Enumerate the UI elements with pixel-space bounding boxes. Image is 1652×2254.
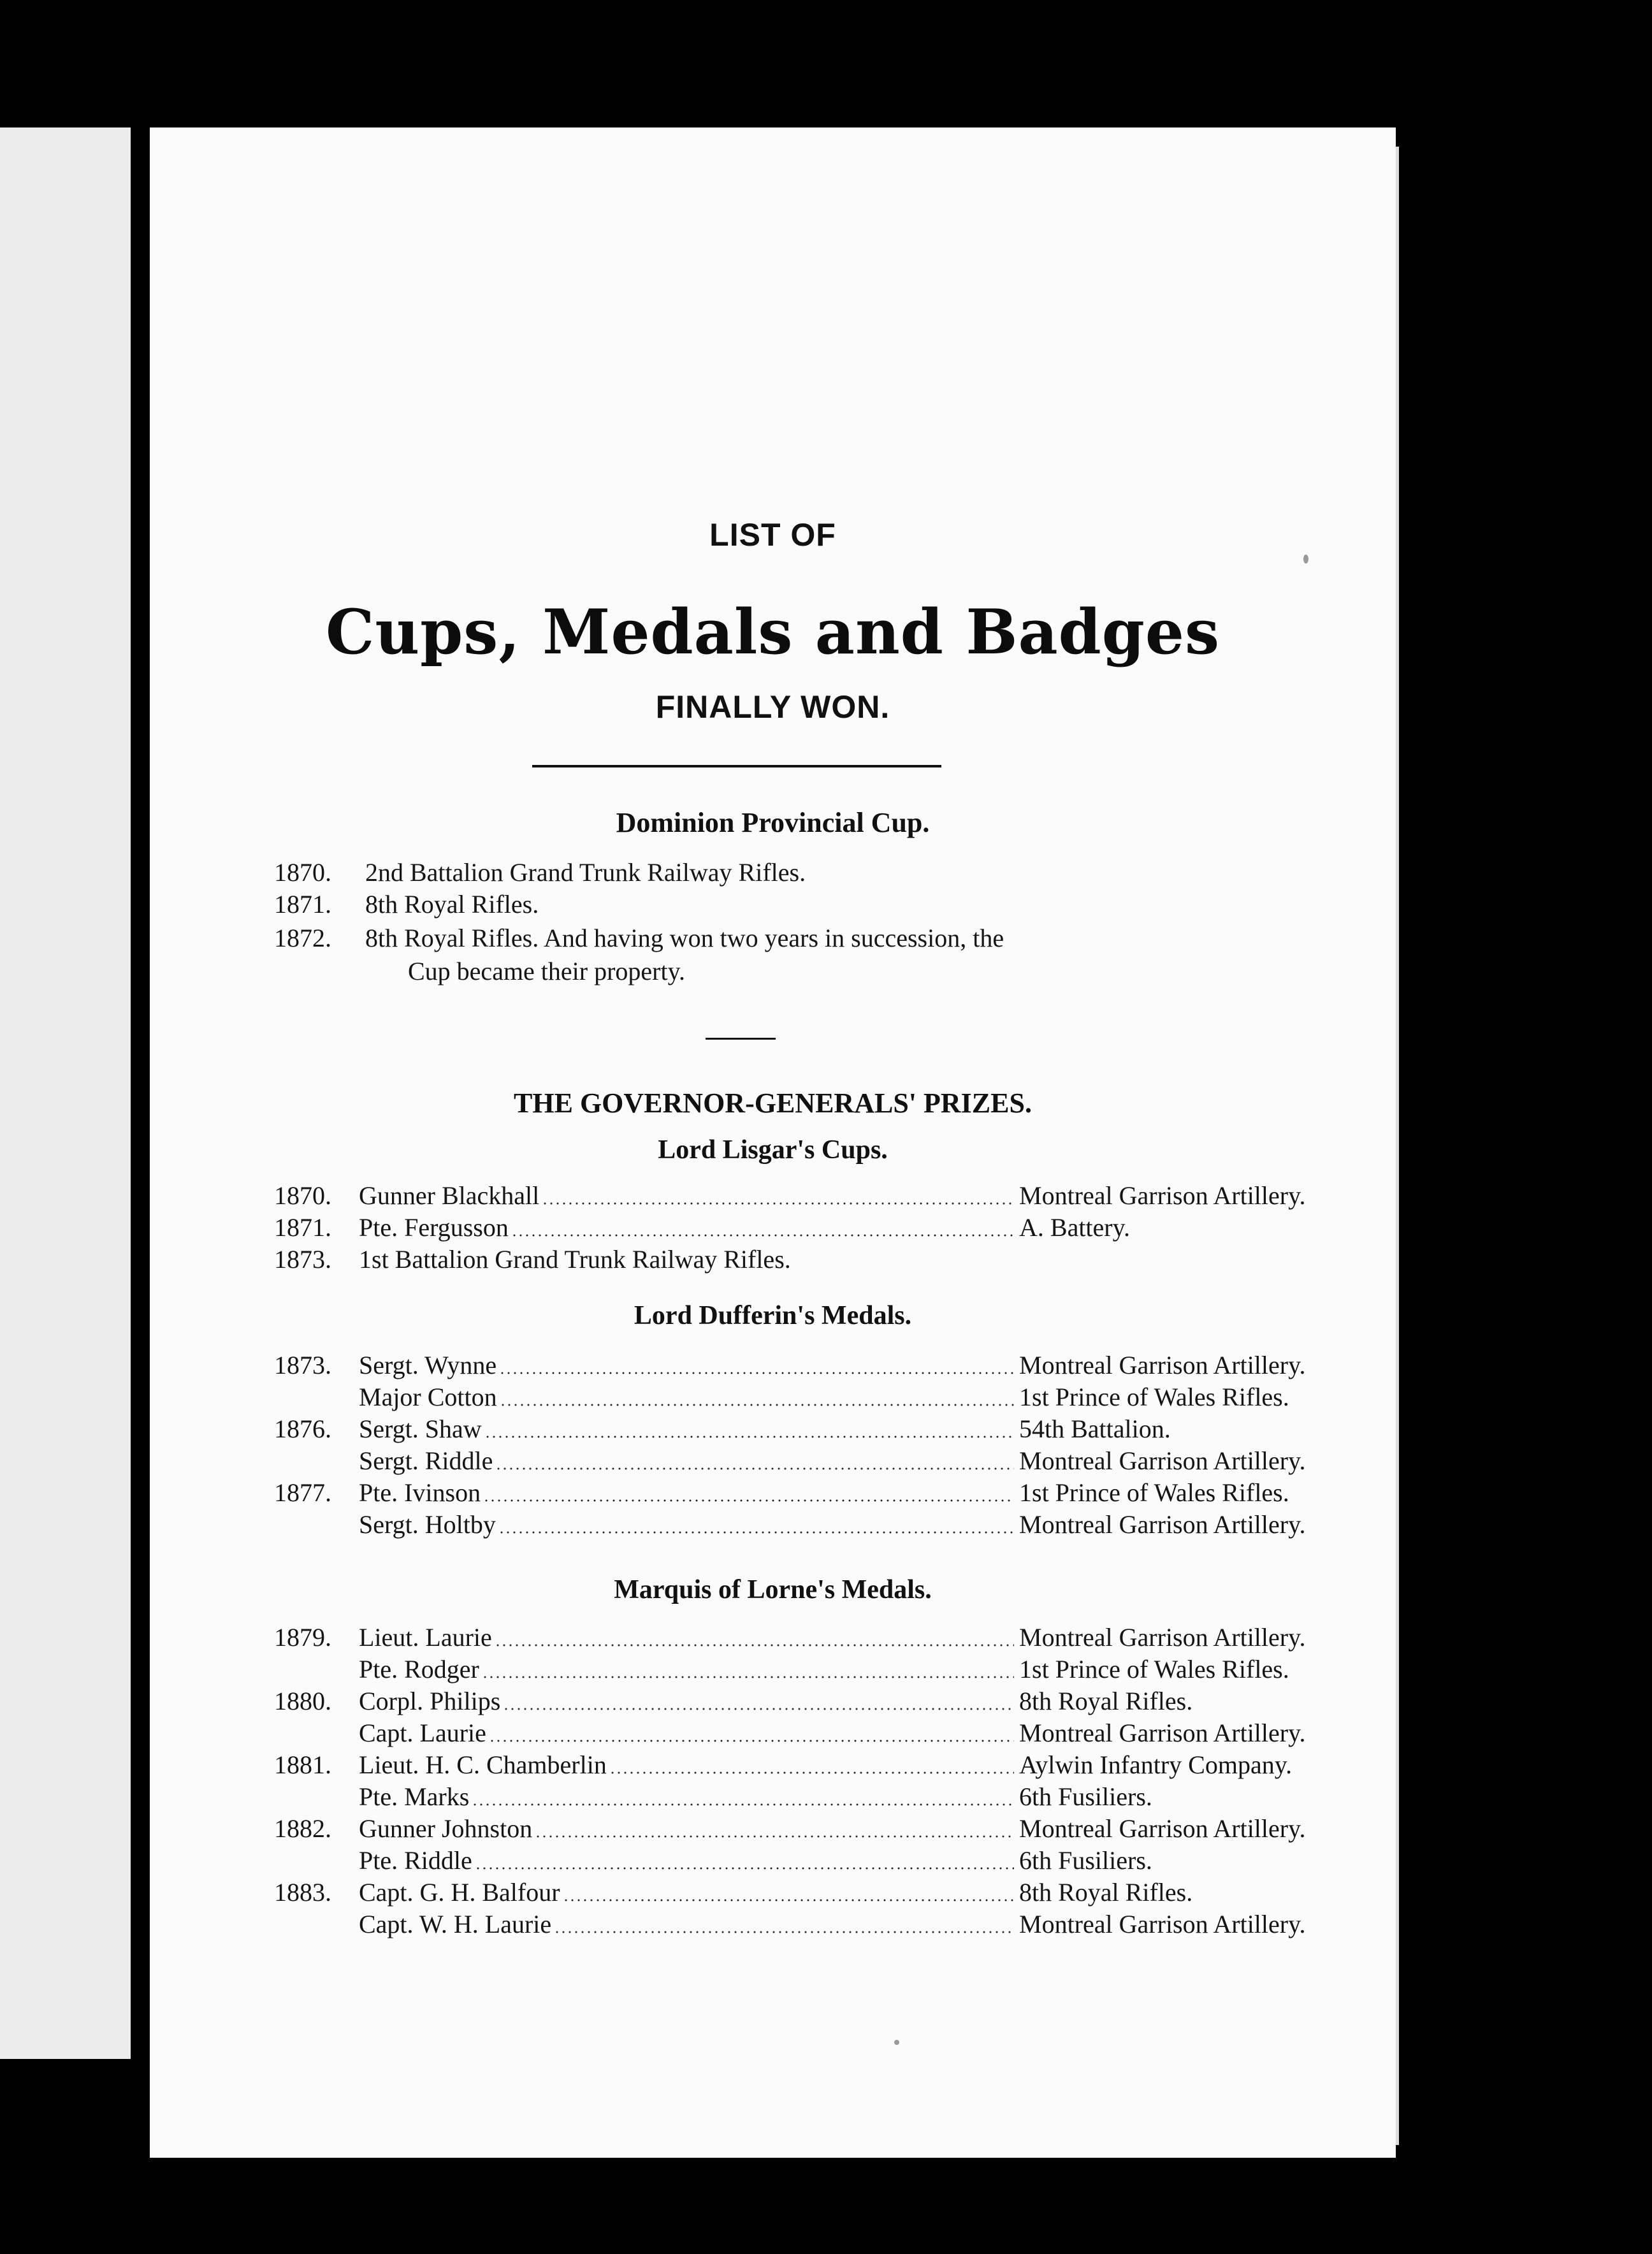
prize-row (359, 1909, 1306, 1941)
governor-generals-prizes-title: THE GOVERNOR-GENERALS' PRIZES. (514, 1087, 1032, 1119)
winner-unit: Montreal Garrison Artillery. (1019, 1719, 1306, 1747)
prize-row (359, 1686, 1251, 1718)
dot-leader (535, 1835, 1014, 1838)
winner-unit: 6th Fusiliers. (1019, 1782, 1152, 1811)
winner-name: 1st Battalion Grand Trunk Railway Rifles. (359, 1245, 791, 1274)
prize-row (359, 1446, 1306, 1478)
dot-leader (500, 1404, 1014, 1406)
winner-name: Sergt. Riddle (359, 1446, 493, 1475)
entry-text: 8th Royal Rifles. (365, 890, 539, 919)
prize-row (359, 1414, 1251, 1446)
winner-unit: Aylwin Infantry Company. (1019, 1750, 1293, 1779)
prize-row (359, 1212, 1251, 1244)
title-rule (532, 765, 941, 767)
dot-leader (511, 1234, 1014, 1237)
winner-name: Lieut. Laurie (359, 1623, 492, 1652)
winner-name: Gunner Johnston (359, 1814, 533, 1843)
entry-year: 1870. (274, 858, 331, 887)
dot-leader (495, 1467, 1014, 1470)
winner-unit: 8th Royal Rifles. (1019, 1878, 1193, 1907)
entry-year: 1876. (274, 1414, 331, 1443)
finally-won-heading: FINALLY WON. (655, 689, 890, 725)
dufferin-medals-title: Lord Dufferin's Medals. (634, 1301, 912, 1330)
section-rule (706, 1038, 776, 1040)
winner-name: Lieut. H. C. Chamberlin (359, 1750, 607, 1779)
winner-unit: Montreal Garrison Artillery. (1019, 1814, 1306, 1843)
prize-row (359, 1782, 1251, 1814)
winner-unit: Montreal Garrison Artillery. (1019, 1910, 1306, 1938)
prize-row (359, 1509, 1306, 1541)
prize-row (359, 1181, 1306, 1212)
winner-unit: 54th Battalion. (1019, 1414, 1171, 1443)
dot-leader (499, 1372, 1014, 1374)
entry-year: 1873. (274, 1245, 331, 1274)
entry-year: 1880. (274, 1687, 331, 1715)
entry-year: 1881. (274, 1750, 331, 1779)
dot-leader (483, 1499, 1014, 1502)
winner-unit: Montreal Garrison Artillery. (1019, 1446, 1306, 1475)
entry-text: 2nd Battalion Grand Trunk Railway Rifles. (365, 858, 806, 887)
entry-year: 1879. (274, 1623, 331, 1652)
lisgar-cups-title: Lord Lisgar's Cups. (658, 1135, 888, 1165)
winner-name: Capt. G. H. Balfour (359, 1878, 560, 1907)
prize-row (359, 1654, 1289, 1686)
entry-text: 8th Royal Rifles. And having won two years in succession, the (365, 924, 1004, 952)
winner-unit: 1st Prince of Wales Rifles. (1019, 1655, 1289, 1683)
dot-leader (472, 1803, 1014, 1806)
prize-row (359, 1814, 1306, 1845)
dominion-cup-continuation: Cup became their property. (408, 957, 686, 985)
facing-page-edge (0, 127, 131, 2059)
prize-row (359, 1350, 1306, 1382)
prize-row (359, 1845, 1251, 1877)
entry-year: 1872. (274, 924, 331, 952)
entry-year: 1877. (274, 1478, 331, 1507)
dot-leader (489, 1740, 1014, 1742)
entry-year: 1871. (274, 890, 331, 919)
prize-row (359, 1382, 1289, 1414)
dot-leader (484, 1436, 1014, 1438)
dominion-cup-title: Dominion Provincial Cup. (616, 807, 930, 838)
winner-unit: 6th Fusiliers. (1019, 1846, 1152, 1875)
winner-unit: 8th Royal Rifles. (1019, 1687, 1193, 1715)
entry-year: 1882. (274, 1814, 331, 1843)
prize-row (359, 1622, 1306, 1654)
dot-leader (609, 1771, 1014, 1774)
entry-year: 1883. (274, 1878, 331, 1907)
winner-name: Major Cotton (359, 1383, 497, 1411)
winner-name: Capt. W. H. Laurie (359, 1910, 552, 1938)
list-of-heading: LIST OF (709, 517, 836, 553)
dot-leader (482, 1676, 1014, 1678)
page-title: Cups, Medals and Badges (325, 596, 1221, 668)
winner-unit: Montreal Garrison Artillery. (1019, 1623, 1306, 1652)
winner-name: Gunner Blackhall (359, 1181, 540, 1210)
entry-year: 1871. (274, 1213, 331, 1242)
winner-unit: Montreal Garrison Artillery. (1019, 1351, 1306, 1379)
winner-name: Pte. Fergusson (359, 1213, 509, 1242)
entry-year: 1873. (274, 1351, 331, 1379)
dot-leader (498, 1531, 1014, 1534)
winner-name: Pte. Marks (359, 1782, 470, 1811)
dot-leader (503, 1708, 1014, 1710)
prize-row (359, 1750, 1293, 1782)
book-page (150, 127, 1396, 2158)
winner-name: Sergt. Wynne (359, 1351, 497, 1379)
winner-name: Pte. Ivinson (359, 1478, 481, 1507)
prize-row (359, 1877, 1251, 1909)
winner-unit: A. Battery. (1019, 1213, 1131, 1242)
winner-name: Sergt. Shaw (359, 1414, 482, 1443)
prize-row (359, 1244, 1251, 1276)
winner-unit: 1st Prince of Wales Rifles. (1019, 1478, 1289, 1507)
winner-name: Sergt. Holtby (359, 1510, 496, 1539)
winner-unit: Montreal Garrison Artillery. (1019, 1510, 1306, 1539)
winner-name: Pte. Riddle (359, 1846, 472, 1875)
lorne-medals-title: Marquis of Lorne's Medals. (614, 1575, 932, 1604)
gutter (137, 127, 150, 2155)
winner-name: Corpl. Philips (359, 1687, 501, 1715)
dot-leader (554, 1931, 1014, 1933)
dot-leader (542, 1202, 1014, 1205)
entry-year: 1870. (274, 1181, 331, 1210)
winner-unit: 1st Prince of Wales Rifles. (1019, 1383, 1289, 1411)
paper-speck (894, 2040, 899, 2045)
dot-leader (475, 1867, 1014, 1870)
prize-row (359, 1718, 1306, 1750)
winner-name: Capt. Laurie (359, 1719, 486, 1747)
prize-row (359, 1478, 1289, 1509)
winner-name: Pte. Rodger (359, 1655, 479, 1683)
paper-speck (1303, 555, 1308, 564)
dot-leader (495, 1644, 1014, 1647)
winner-unit: Montreal Garrison Artillery. (1019, 1181, 1306, 1210)
dot-leader (563, 1899, 1014, 1901)
